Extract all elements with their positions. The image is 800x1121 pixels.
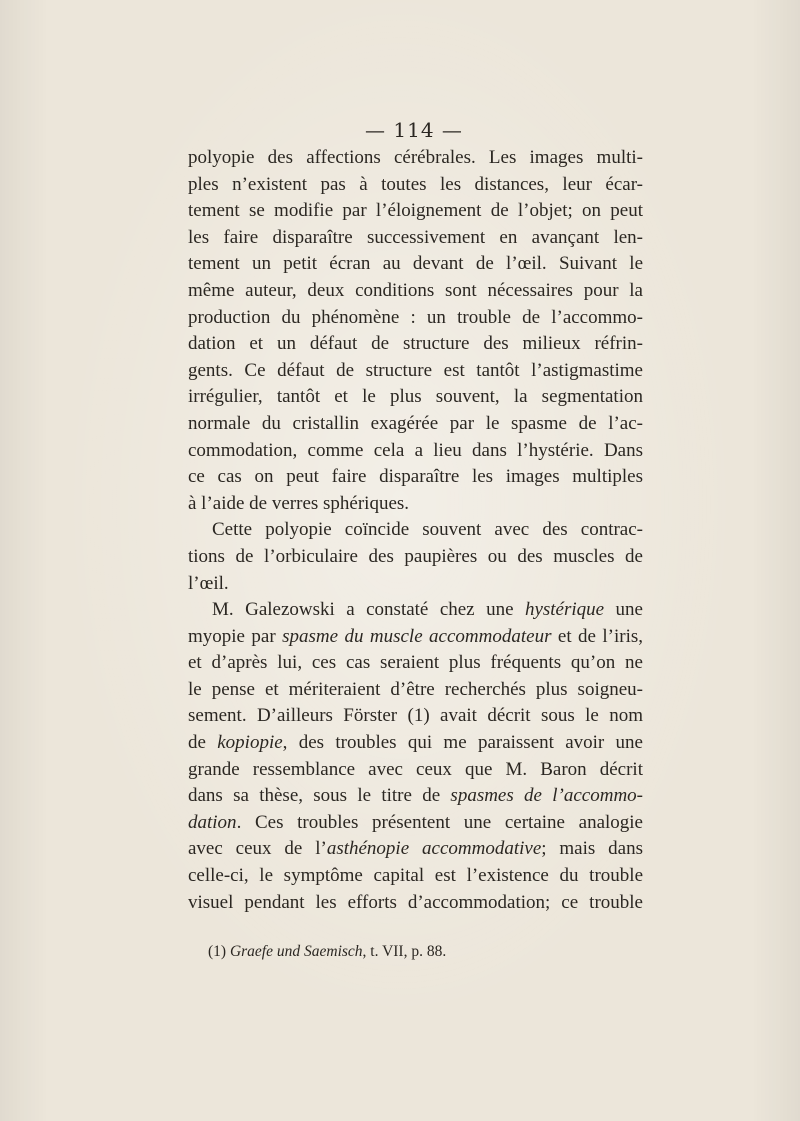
text-line [188,836,643,863]
text-line: même auteur, deux conditions sont nécessaires pour la [188,279,643,301]
text-line: l’œil. [188,572,229,594]
text-run: avec ceux de l’ [188,838,327,860]
italic-term: spasme du muscle accommodateur [282,625,552,647]
text-run: et de l’iris, [551,625,643,647]
text-line: commodation, comme cela a lieu dans l’hystérie. Dans [188,439,643,461]
text-run: , des troubles qui me paraissent avoir une [282,732,643,754]
italic-term: kopiopie [217,732,283,754]
text-line: grande ressemblance avec ceux que M. Baron décrit [188,758,643,780]
text-run: dans sa thèse, sous le titre de [188,785,451,807]
text-line: Cette polyopie coïncide souvent avec des contrac- [212,519,643,541]
text-run: . Ces troubles présentent une certaine analogie [236,811,643,833]
text-line: le pense et mériteraient d’être recherchés plus soigneu- [188,678,643,700]
footnote-source: Graefe und Saemisch [229,943,363,960]
text-line: sement. D’ailleurs Förster (1) avait décrit sous le nom [188,705,643,727]
text-line: celle-ci, le symptôme capital est l’existence du trouble [188,865,643,887]
text-run: ; mais dans [541,838,643,860]
text-line: production du phénomène : un trouble de l’accommo- [188,306,643,328]
text-line [188,624,643,651]
text-line: normale du cristallin exagérée par le spasme de l’ac- [188,412,643,434]
text-line: ples n’existent pas à toutes les distances, leur écar- [188,173,643,195]
text-line: dation et un défaut de structure des milieux réfrin- [188,333,643,355]
text-line: visuel pendant les efforts d’accommodation; ce trouble [188,891,643,913]
text-run: une [604,599,643,621]
text-line [188,810,643,837]
italic-term: asthénopie accommodative [326,838,542,860]
text-run: myopie par [188,625,283,647]
text-run: M. Galezowski a constaté chez une [212,599,525,621]
text-line: irrégulier, tantôt et le plus souvent, la segmentation [188,386,643,408]
text-line: gents. Ce défaut de structure est tantôt l’astigmastime [188,359,643,381]
text-line: les faire disparaître successivement en avançant len- [188,226,643,248]
body-text [188,145,643,916]
italic-term: spasmes de l’accommo- [450,785,643,807]
text-line: à l’aide de verres sphériques. [188,492,410,514]
text-line: tions de l’orbiculaire des paupières ou des muscles de [188,545,643,567]
footnote-text: , t. VII, p. 88. [362,943,447,960]
text-line: ce cas on peut faire disparaître les images multiples [188,466,643,488]
italic-term: dation [188,811,237,833]
text-line [188,597,643,624]
text-line [188,730,643,757]
footnote-mark: (1) [208,943,230,960]
text-line [188,783,643,810]
text-line: tement se modifie par l’éloignement de l’objet; on peut [188,200,643,222]
text-line: tement un petit écran au devant de l’œil. Suivant le [188,253,643,275]
page-number: — 114 — [365,118,463,142]
text-run: de [188,732,218,754]
footnote [208,943,628,961]
text-line: polyopie des affections cérébrales. Les images multi- [188,147,643,168]
italic-term: hystérique [524,599,605,621]
text-line: et d’après lui, ces cas seraient plus fréquents qu’on ne [188,652,643,674]
